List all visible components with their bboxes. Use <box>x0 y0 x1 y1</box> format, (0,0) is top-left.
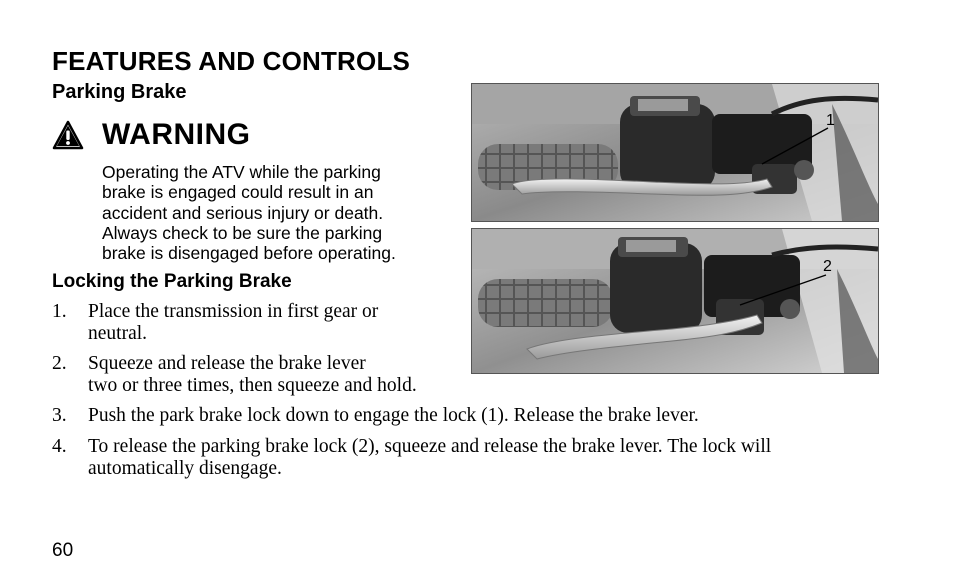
step-line: neutral. <box>88 323 148 344</box>
step-number: 2. <box>52 353 67 374</box>
step-line: automatically disengage. <box>88 458 282 479</box>
step-item <box>52 301 472 345</box>
step-line: Push the park brake lock down to engage the lock (1). Release the brake lever. <box>88 405 699 426</box>
warning-line: Operating the ATV while the parking <box>102 162 381 182</box>
warning-header <box>52 118 251 152</box>
warning-text <box>102 162 452 263</box>
warning-label: WARNING <box>102 118 251 151</box>
locking-title: Locking the Parking Brake <box>52 271 292 292</box>
step-line: Place the transmission in first gear or <box>88 301 379 322</box>
step-number: 1. <box>52 301 67 322</box>
step-number: 4. <box>52 436 67 457</box>
section-title: FEATURES AND CONTROLS <box>52 46 411 76</box>
step-item <box>52 405 912 427</box>
warning-triangle-icon <box>52 120 84 150</box>
callout-2: 2 <box>823 258 832 275</box>
page-number: 60 <box>52 540 74 561</box>
photo-brake-lock-released <box>471 228 879 374</box>
callout-1: 1 <box>826 112 835 129</box>
step-line: To release the parking brake lock (2), squeeze and release the brake lever. The lock will <box>88 436 772 457</box>
warning-line: brake is disengaged before operating. <box>102 243 396 264</box>
step-item <box>52 436 912 480</box>
subsection-title: Parking Brake <box>52 81 187 103</box>
step-item <box>52 353 482 397</box>
photo-brake-lock-engaged <box>471 83 879 222</box>
step-line: Squeeze and release the brake lever <box>88 353 366 374</box>
warning-line: accident and serious injury or death. <box>102 202 384 223</box>
warning-line: brake is engaged could result in an <box>102 182 374 203</box>
step-line: two or three times, then squeeze and hold. <box>88 375 417 396</box>
warning-line: Always check to be sure the parking <box>102 222 383 243</box>
step-number: 3. <box>52 405 67 426</box>
